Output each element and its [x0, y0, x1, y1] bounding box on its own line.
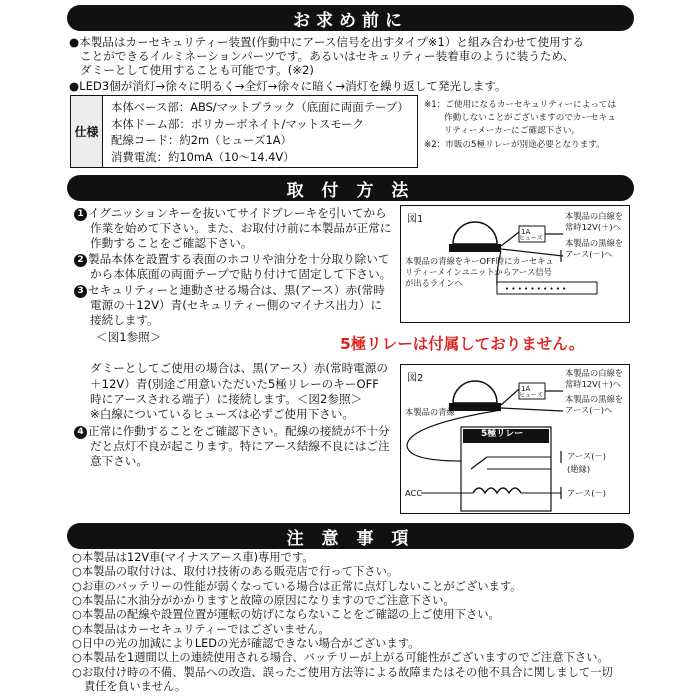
fig1-white-1: 本製品の白線を [565, 211, 624, 221]
spec-line: 消費電流：約10mA（10～14.4V） [111, 149, 295, 164]
section-banner-precautions: 注 意 事 項 [67, 523, 634, 549]
led-base-icon [449, 403, 501, 411]
fig2-ground-1: アース(－) [567, 451, 606, 461]
figure-1-label: 図1 [407, 214, 424, 225]
fig2-white-1: 本製品の白線を [565, 368, 624, 378]
step-1-line-3: 作動することをご確認下さい。 [90, 236, 253, 250]
fig1-blue-1: 本製品の青線をキーOFF時にカーセキュ [405, 256, 554, 266]
fig2-fuse-bottom: ヒューズ [519, 392, 543, 399]
step-number-3: 3 [74, 285, 87, 298]
fig1-fuse-bottom: ヒューズ [519, 235, 543, 242]
figure-1 [400, 205, 630, 323]
spec-line: 配線コード：約2m（ヒューズ1A） [111, 133, 292, 147]
step-2-line-1 [74, 252, 389, 267]
dummy-line-1: ダミーとしてご使用の場合は、黒(アース）赤(常時電源の [90, 361, 388, 375]
precaution-item: ○本製品の配線や設置位置が運転の妨げにならないことをご確認の上ご使用下さい。 [72, 608, 500, 621]
step-4-line-1 [74, 424, 389, 439]
precaution-item: ○本製品の取付けは、取付け技術のある販売店で行って下さい。 [72, 565, 399, 578]
fig2-white-2: 常時12V(＋)へ [565, 379, 621, 389]
step-2-text: 製品本体を設置する表面のホコリや油分を十分取り除いて [88, 252, 390, 266]
figure-2 [400, 364, 630, 514]
precaution-item-continued: 責任を負いません。 [84, 680, 187, 693]
fig2-black-1: 本製品の黒線を [565, 394, 624, 404]
svg-text:• • • • • • • • • •: • • • • • • • • • • [505, 285, 567, 293]
precaution-item: ○お車のバッテリーの性能が弱くなっている場合は正常に点灯しないことがございます。 [72, 580, 522, 593]
step-3-figure-ref: ＜図1参照＞ [96, 330, 162, 344]
dummy-line-2: ＋12V）青(別途ご用意いただいた5極リレーのキーOFF [90, 377, 379, 391]
precaution-item: ○本製品は12V車(マイナスアース車)専用です。 [72, 551, 314, 564]
precaution-item: ○お取付け時の不備、製品への改造、誤ったご使用方法等による故障またはその他不具合に関しまして一切 [72, 666, 613, 679]
step-3-line-1 [74, 283, 385, 298]
precaution-item: ○本製品はカーセキュリティーではございません。 [72, 623, 330, 636]
fig1-blue-2: リティーメインユニットからアース信号 [405, 267, 552, 277]
fig2-relay-label: 5極リレー [481, 429, 524, 439]
fig2-blue-line: 本製品の青線 [405, 407, 455, 417]
led-dome-icon [453, 381, 497, 403]
intro-line-3: ダミーとして使用することも可能です。(※2) [80, 63, 314, 77]
fig1-blue-3: が出るラインへ [405, 278, 463, 288]
spec-table [70, 95, 418, 168]
precaution-item: ○日中の光の加減によりLEDの光が確認できない場合がございます。 [72, 637, 420, 650]
spec-line: 本体ベース部：ABS/マットブラック（底面に両面テープ） [111, 100, 409, 114]
step-2-line-2: から本体底面の両面テープで貼り付けて固定して下さい。 [90, 267, 392, 281]
spec-note-1-line-3: リティーメーカーにご確認下さい。 [444, 126, 581, 136]
spec-header: 仕様 [71, 96, 103, 167]
intro-led-line: ●LED3個が消灯→徐々に明るく→全灯→徐々に暗く→消灯を繰り返して発光します。 [69, 79, 507, 93]
section-banner-installation: 取 付 方 法 [67, 175, 634, 201]
fig1-white-2: 常時12V(＋)へ [565, 222, 621, 232]
step-1-line-1 [74, 206, 387, 221]
step-1-line-2: 作業を始めて下さい。また、お取付け前に本製品が正常に [90, 221, 392, 235]
spec-note-1-line-2: 作動しないことがございますのでカーセキュ [444, 113, 616, 123]
fig1-black-2: アース(－)へ [565, 249, 613, 259]
step-3-line-3: 接続します。 [90, 313, 159, 327]
spec-note-2: ※2：市販の5極リレーが別途必要となります。 [424, 140, 605, 150]
spec-note-1-line-1: ※1：ご使用になるカーセキュリティーによっては [424, 100, 617, 110]
step-4-line-3: 意下さい。 [90, 454, 148, 468]
fig2-fuse-top: 1A [521, 385, 531, 393]
section-banner-before-purchase: お求め前に [67, 5, 634, 31]
step-number-4: 4 [74, 426, 87, 439]
relay-not-included-warning: 5極リレーは付属しておりません。 [340, 335, 585, 353]
step-number-2: 2 [74, 254, 87, 267]
led-dome-icon [453, 222, 497, 244]
spec-line: 本体ドーム部：ポリカーボネイト/マットスモーク [111, 116, 365, 131]
spec-lines [111, 99, 409, 165]
step-4-line-2: だと点灯不良が起こります。特にアース結線不良にはご注 [90, 439, 390, 453]
intro-line-1: ●本製品はカーセキュリティー装置(作動中にアース信号を出すタイプ※1）と組み合わせて使用する [69, 35, 584, 49]
precaution-item: ○本製品を1週間以上の連続使用される場合、バッテリーが上がる可能性がございますのでご注意下さい。 [72, 651, 609, 664]
fig1-black-1: 本製品の黒線を [565, 238, 624, 248]
step-4-text: 正常に作動することをご確認下さい。配線の接続が不十分 [88, 424, 390, 438]
fig1-fuse-top: 1A [521, 228, 531, 236]
step-1-text: イグニッションキーを抜いてサイドブレーキを引いてから [88, 206, 387, 220]
intro-line-2: ことができるイルミネーションパーツです。あるいはセキュリティー装着車のように装うため、 [80, 49, 575, 63]
precaution-item: ○本製品に水油分がかかりますと故障の原因になりますのでご注意下さい。 [72, 594, 455, 607]
dummy-line-3: 時にアースされる端子）に接続します。＜図2参照＞ [90, 392, 363, 406]
fig2-acc: ACC [405, 488, 423, 498]
step-3-text: セキュリティーと連動させる場合は、黒(アース）赤(常時 [88, 283, 385, 297]
fig2-ground-2: アース(－) [567, 488, 606, 498]
figure-2-label: 図2 [407, 373, 424, 384]
fig2-black-2: アース(－)へ [565, 405, 613, 415]
step-3-line-2: 電源の＋12V）青(セキュリティー側のマイナス出力）に [90, 298, 383, 312]
fig2-insulated: (絶縁) [567, 464, 591, 474]
led-base-icon [449, 244, 501, 252]
dummy-line-4: ※白線についているヒューズは必ずご使用下さい。 [90, 407, 354, 421]
step-number-1: 1 [74, 208, 87, 221]
